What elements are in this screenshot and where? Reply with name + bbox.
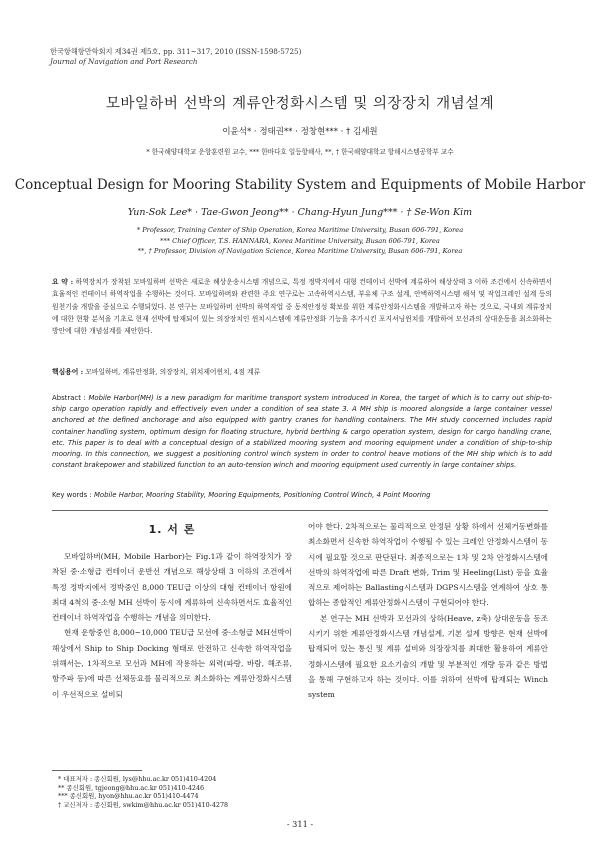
abstract-english-label: Abstract : [52,394,86,402]
body-column-right [308,519,548,703]
affiliation-line: * Professor, Training Center of Ship Operation, Korea Maritime University, Busan 606-791, Korea [136,226,464,234]
abstract-korean-label: 요 약 : [52,278,74,286]
abstract-english-text: Mobile Harbor(MH) is a new paradigm for maritime transport system introduced in Korea, the target of which is to carry out ship-to-ship cargo operation rapidly and effectively even under a condition of sea state 3. A MH ship is moored alongside a large container vessel anchored at the defined anchorage and also equipped with gantry cranes for handling containers. The MH study concerned includes rapid container handling system, optimum design for floating structure, hybrid berthing & cargo operation system, design for cargo handling crane, etc. This paper is to deal with a conceptual design of a stabilized mooring system and mooring equipment under a condition of ship-to-ship mooring. In this connection, we suggest a positioning control winch system in order to control heave motions of the MH ship which is to add constant brakepower and stabilized function to an auto-tension winch and mooring equipment used currently in large container ships. [52,394,553,470]
paper-title-korean: 모바일하버 선박의 계류안정화시스템 및 의장장치 개념설계 [105,96,495,112]
page-number: - 311 - [286,819,314,829]
keywords-english-text: Mobile Harbor, Mooring Stability, Mooring Equipments, Positioning Control Winch, 4 Point Mooring [93,491,431,499]
keywords-korean-label: 핵심용어 : [52,368,84,376]
affiliations-korean: * 한국해양대학교 운항훈련원 교수, *** 한바다호 일등항해사, **, † 한국해양대학교 항해시스템공학부 교수 [146,148,454,156]
authors-english: Yun-Sok Lee* · Tae-Gwon Jeong** · Chang-Hyun Jung*** · † Se-Won Kim [127,207,473,218]
section-heading: 1. 서 론 [148,523,196,536]
keywords-korean [52,366,260,376]
keywords-english-label: Key words : [52,491,92,499]
body-paragraph: 모바일하버(MH, Mobile Harbor)는 Fig.1과 같이 하역장치가 장착된 중·소형급 컨테이너 운반선 개념으로 해상상태 3 이하의 조건에서 특정 정박지에서 정박중인 8,000 TEU급 이상의 대형 컨테이너 항원에 최대 4척의 중·소형 MH 선박이 동시에 계류하여 신속하면서도 효율적인 컨테이너 하역작업을 수행하는 개념을 의미한다. [52,552,292,623]
affiliation-line: **, † Professor, Division of Navigation Science, Korea Maritime University, Busan 606-791, Korea [137,247,463,255]
abstract-korean [52,276,552,337]
abstract-korean-text: 하역장치가 장착된 모바일하버 선박은 새로운 해상운송시스템 개념으로, 특정 정박지에서 대형 컨테이너 선박에 계류하여 해상상태 3 이하 조건에서 신속하면서 효율적인 컨테이너 하역작업을 수행하는 것이다. 모바일하버와 관련한 주요 연구로는 고속하역시스템, 부유체 구조 설계, 안벽하역시스템 해석 및 작업크레인 설계 등의 원천기술 개발을 중심으로 수행되었다. 본 연구는 모바일하버 선박의 하역작업 중 동적안정성 확보를 위한 계류안정화시스템을 개발하고자 하는 것으로, 국내외 계류장치에 대한 현황 분석을 기초로 현재 선박에 탑재되어 있는 의장장치인 윈치시스템에 계류안정화 기능을 추가시킨 포지셔닝윈치를 개발하여 모선과의 상대운동을 최소화하는 방안에 대한 개념설계를 제안한다. [52,278,552,336]
journal-citation: 한국항해항만학회지 제34권 제5호, pp. 311~317, 2010 (ISSN-1598-5725) [50,47,302,56]
body-column-left [52,549,292,702]
authors-korean: 이윤석* · 정태권** · 정창현*** · † 김세원 [222,127,378,137]
keywords-english [52,491,430,499]
footnote: * 대표저자 : 종신회원, lys@hhu.ac.kr 051)410-4204 [58,775,217,783]
body-paragraph: 어야 한다. 2차적으로는 물리적으로 안정된 상황 하에서 선체거동변화를 최소화면서 신속한 하역작업이 수행될 수 있는 크레인 안정화시스템이 동시에 필요할 것으로 판단된다. 최종적으로는 1차 및 2차 안정화시스템에 선박의 하역작업에 따른 Draft 변화, Trim 및 Heeling(List) 등을 효율적으로 제어하는 Ballasting시스템과 DGPS시스템을 연계하여 상호 통합하는 종합적인 계류안정화시스템이 구현되어야 한다. [308,522,548,608]
affiliations-english [0,225,600,257]
journal-header [50,47,301,67]
body-paragraph: 본 연구는 MH 선박과 모선과의 상하(Heave, z축) 상대운동을 동조시키기 위한 계류안정화시스템 개념설계, 기본 설계 방향은 현재 선박에 탑재되어 있는 통신 및 계류 설비와 의장장치를 최대한 활용하여 계류안정화시스템에 필요한 요소기술의 개발 및 부분적인 개량 등과 같은 방법을 통해 구현하고자 하는 것이다. 이를 위하여 선박에 탑재되는 Winch system [308,613,548,700]
paper-title-english: Conceptual Design for Mooring Stability System and Equipments of Mobile Harbor [14,177,586,193]
section-divider [52,510,548,511]
abstract-english [52,393,552,471]
footnote-divider [52,770,142,771]
footnotes [58,775,228,809]
journal-name-en: Journal of Navigation and Port Research [50,57,198,66]
keywords-korean-text: 모바일하버, 계류안정화, 의장장치, 위치제어윈치, 4점 계류 [85,368,261,376]
footnote: ** 종신회원, tgjeong@hhu.ac.kr 051)410-4246 [58,783,205,792]
body-paragraph: 현재 운항중인 8,000~10,000 TEU급 모선에 중·소형급 MH선박이 해상에서 Ship to Ship Docking 형태로 안전하고 신속한 하역작업을 위해서는, 1차적으로 모선과 MH에 작용하는 외력(파랑, 바람, 해조류, 항주파 등)에 따른 선체동요를 물리적으로 최소화하는 계류안정화시스템이 우선적으로 설비되 [52,628,292,699]
footnote: † 교신저자 : 종신회원, swkim@hhu.ac.kr 051)410-4278 [58,800,229,809]
footnote: *** 종신회원, hyon@hhu.ac.kr 051)410-4474 [58,792,199,801]
affiliation-line: *** Chief Officer, T.S. HANNARA, Korea Maritime University, Busan 606-791, Korea [160,236,440,245]
